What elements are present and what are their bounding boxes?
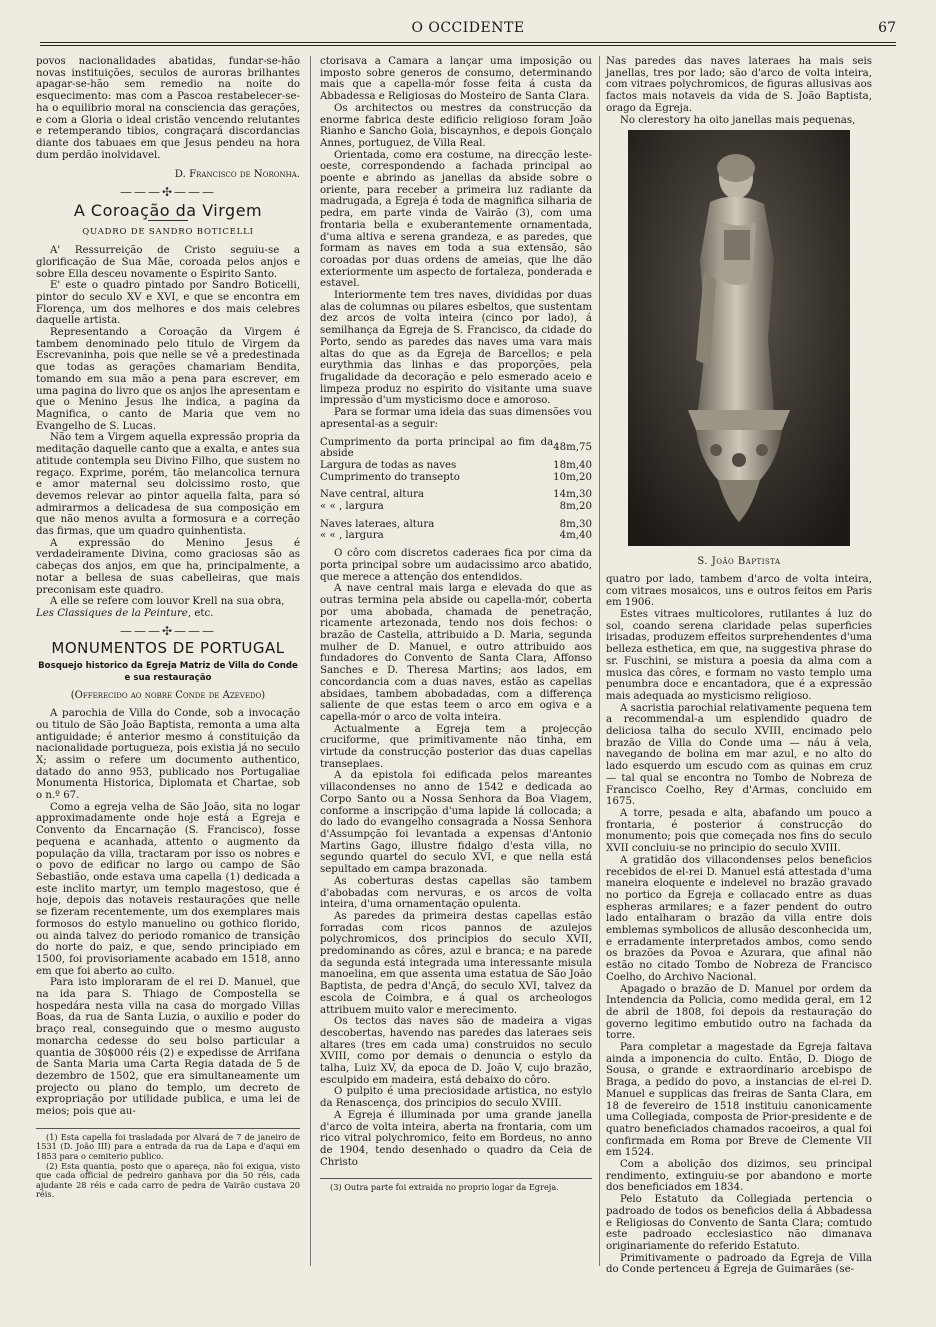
article-paragraph: Representando a Coroação da Virgem é tambem denominado pelo titulo de Virgem da Escrevaninha, pois que nelle se vê a predestinada que todas as gerações chamariam Bendita, tomando em sua mão a pena para escrever, em uma pagina do livro que os anjos lhe apresentam e que o Menino Jesus lhe indica, a pagina da Magnifica, o canto de Maria que vem no Evangelho de S. Lucas. — [36, 327, 300, 432]
dimension-value: 4m,40 — [559, 530, 592, 542]
article-paragraph: A nave central mais larga e elevada do que as outras termina pela abside ou capella-mór, coberta por uma abobada, chamada de penetração, ricamente artezonada, tendo nos dois fechos: o brazão de Castella, attribuido a D. Maria, segunda mulher de D. Manuel, e outro attribuido aos fundadores do Convento de Santa Clara, Affonso Sanches e D. Theresa Martins; aos lados, em concordancia com a duas naves, estão as capellas absidaes, tambem abobadadas, com a differença saliente de que estas teem o arco em ogiva e a capella-mór o arco de volta inteira. — [320, 583, 592, 723]
section-title: MONUMENTOS DE PORTUGAL — [51, 639, 285, 658]
intro-paragraph: povos nacionalidades abatidas, fundar-se-hão novas instituições, seculos de auroras brilhantes apagar-se-hão sem remedio na noite do esquecimento: mas com a Pascoa restabelecer-se-ha o equilibrio moral na consciencia das gerações, e com a Gloria o ideal cristão vencendo relutantes e retemperando tibios, congraçará discordancias diante dos tabuaes em que Jesus pendeu na hora dum perdão inolvidavel. — [36, 56, 300, 161]
dimension-label: « « , largura — [320, 530, 384, 542]
footnote: (3) Outra parte foi extraida no proprio logar da Egreja. — [330, 1182, 559, 1193]
article-paragraph: A gratidão dos villacondenses pelos beneficios recebidos de el-rei D. Manuel está attestada d'uma maneira eloquente e indelevel no brazão gravado no portico da Egreja e collacado entre as duas espheras armilares; e a fazer pendent do outro lado entalharam o brazão da villa entre dois emblemas symbolicos de allusão desconhecida um, e erradamente interpretados ambos, como sendo os brazões da Povoa e Azurara, que afinal não estão no citado Tombo de Nobreza de Francisco Coelho, do Archivo Nacional. — [606, 854, 872, 983]
article-paragraph: E' este o quadro pintado por Sandro Boticelli, pintor do seculo XV e XVI, e que se encontra em Florença, um dos melhores e dos mais celebres daquelle artista. — [36, 280, 300, 327]
article-paragraph: A da epistola foi edificada pelos mareantes villacondenses no anno de 1542 e dedicada ao Corpo Santo ou a Nossa Senhora da Boa Viagem, conforme a inscripção d'uma lapide lá collocada; a do lado do evangelho consagrada a Nossa Senhora d'Assumpção foi levantada a expensas d'Antonio Martins Gago, illustre fidalgo d'esta villa, no segundo quartel do seculo XVI, e que nella está sepultado em campa brazonada. — [320, 770, 592, 876]
table-row — [320, 501, 592, 513]
dimension-label: Cumprimento do transepto — [320, 471, 460, 483]
article-paragraph: As coberturas destas capellas são tambem d'abobadas com nervuras, e os arcos de volta inteira, d'uma ornamentação opulenta. — [320, 875, 592, 911]
section-paragraph: Para isto imploraram de el rei D. Manuel, que na ida para S. Thiago de Compostella se hospedára nesta villa na casa do morgado Villas Boas, da rua de Santa Luzia, o auxilio e poder do braço real, conseguindo que o mesmo augusto monarcha cedesse do seu bolso particular a quantia de 30$000 réis (2) e expedisse de Arrifana de Santa Maria uma Carta Regia datada de 5 de dezembro de 1502, que era simultaneamente um projecto ou plano do templo, um decreto de expropriação por utilidade publica, e uma lei de meios; pois que au- — [36, 977, 300, 1118]
article-paragraph: O pulpito é uma preciosidade artistica, no estylo da Renascença, dos principios do seculo XVIII. — [320, 1086, 592, 1110]
article-paragraph: A sacristia parochial relativamente pequena tem a recommendal-a um esplendido quadro de deliciosa talha do seculo XVIII, encimado pelo brazão de Villa do Conde uma — náu á vela, navegando de bolina em mar azul, e no alto do lado esquerdo um escudo com as quinas em cruz — tal qual se encontra no Tombo de Nobreza de Francisco Coelho, Rey d'Armas, concluido em 1675. — [606, 702, 872, 808]
column-1 — [36, 56, 300, 1200]
column-divider — [599, 56, 600, 1266]
book-title: Les Classiques de la Peinture — [36, 607, 188, 619]
article-paragraph: A elle se refere com louvor Krell na sua obra, — [50, 596, 285, 608]
table-row — [320, 489, 592, 501]
column-3 — [606, 56, 872, 1276]
article-paragraph: Apagado o brazão de D. Manuel por ordem da Intendencia da Policia, como medida geral, em 12 de abril de 1808, foi depois da restauração do governo legitimo embutido outro na fachada da torre. — [606, 983, 872, 1042]
page-header — [40, 18, 896, 43]
author-signature: D. Francisco de Noronha. — [174, 169, 300, 181]
statue-illustration — [628, 130, 850, 546]
dimension-label: Cumprimento da porta principal ao fim da abside — [320, 436, 554, 460]
figure-caption: S. João Baptista — [697, 556, 781, 568]
article-paragraph: A expressão do Menino Jesus é verdadeiramente Divina, como graciosas são as cabeças dos anjos, em que ha, principalmente, a notar a bellesa de suas cabelleiras, que mais preconisam este quadro. — [36, 537, 300, 596]
article-paragraph: Os architectos ou mestres da construcção da enorme fabrica deste edificio religioso foram João Rianho e Sancho Goia, biscaynhos, e depois Gonçalo Annes, portuguez, de Villa Real. — [320, 102, 592, 149]
dimension-value: 18m,40 — [553, 459, 592, 471]
reference-tail: , etc. — [187, 607, 214, 619]
dimension-value: 8m,30 — [559, 518, 592, 530]
article-paragraph: Para se formar uma ideia das suas dimensões vou apresental-as a seguir: — [320, 407, 592, 430]
article-paragraph: Actualmente a Egreja tem a projecção cruciforme, que primitivamente não tinha, em virtude da construcção posterior das duas capellas transeplaes. — [320, 723, 592, 770]
article-paragraph: A' Ressurreição de Cristo seguiu-se a glorificação de Sua Mãe, coroada pelos anjos e sobre Ella desceu novamente o Espirito Santo. — [36, 245, 300, 280]
article-subtitle: QUADRO DE SANDRO BOTICELLI — [82, 227, 254, 238]
dimension-value: 8m,20 — [559, 501, 592, 513]
article-paragraph: No clerestory ha oito janellas mais pequenas, — [620, 114, 856, 126]
footnotes — [320, 1178, 592, 1193]
table-row — [320, 460, 592, 472]
column-2 — [320, 56, 592, 1193]
article-paragraph: O côro com discretos caderaes fica por cima da porta principal sobre um audacissimo arco abatido, que merece a attenção dos entendidos. — [320, 548, 592, 583]
header-rule — [40, 45, 896, 46]
section-subhead: Bosquejo historico da Egreja Matriz de Villa do Conde e sua restauração — [38, 661, 298, 683]
article-paragraph: As paredes da primeira destas capellas estão forradas com ricos pannos de azulejos polychromicos, dos principios do seculo XVII, predominando as côres, azul e branca; e na parede da segunda está integrada uma interessante misula manoelina, em que assenta uma estatua de São João Baptista, de pedra d'Ançã, do seculo XVI, talvez da escola de Coimbra, e á qual os archeologos attribuem muito valor e merecimento. — [320, 910, 592, 1016]
section-paragraph: A parochia de Villa do Conde, sob a invocação ou titulo de São João Baptista, remonta a uma alta antiguidade; é anterior mesmo á constituição da nacionalidade portugueza, pois existia já no seculo X; assim o refere um documento authentico, datado do anno 953, publicado nos Portugaliae Monumenta Historica, Diplomata et Chartae, sob o n.º 67. — [36, 708, 300, 802]
dimension-label: Naves lateraes, altura — [320, 518, 435, 530]
article-title: A Coroação da Virgem — [73, 200, 263, 220]
figure — [606, 130, 872, 568]
dimension-label: Largura de todas as naves — [320, 459, 457, 471]
dimension-value: 48m,75 — [553, 442, 592, 454]
table-row — [320, 519, 592, 531]
article-paragraph: Para completar a magestade da Egreja faltava ainda a imponencia do culto. Então, D. Diogo de Sousa, o grande e extraordinario arcebispo de Braga, a pedido do povo, a instancias de el-rei D. Manuel e supplicas das freiras de Santa Clara, em 18 de fevereiro de 1518 instituiu canonicamente uma Collegiada, composta de Prior-presidente e de quatro beneficiados chamados racoeiros, a qual foi confirmada em Roma por Breve de Clemente VII em 1524. — [606, 1042, 872, 1159]
article-reference — [36, 608, 300, 620]
article-paragraph: Estes vitraes multicolores, rutilantes á luz do sol, coando serena claridade pelas superficies irisadas, produzem effeitos surprehendentes d'uma belleza esthetica, em que, na suggestiva phrase do sr. Fuschini, se mistura a poesia da alma com a musica das côres, e formam no vasto templo uma penumbra doce e encantadora, que é a expressão mais adequada ao mysticismo religioso. — [606, 609, 872, 702]
ornament-divider: ———✣——— — [119, 185, 217, 200]
footnote: (2) Esta quantia, posto que o apareça, não foi exigua, visto que cada official de pedreiro ganhava por dia 50 réis, cada ajudante 28 réis e cada carro de pedra de Vairão custava 20 réis. — [36, 1160, 300, 1200]
dimensions-table — [320, 437, 592, 543]
article-paragraph: ctorisava a Camara a lançar uma imposição ou imposto sobre generos de consumo, determinando mais que a capella-mór fosse feita á custa da Abbadessa e Religiosas do Mosteiro de Santa Clara. — [320, 56, 592, 103]
table-row — [320, 437, 592, 460]
publication-title: O OCCIDENTE — [411, 20, 525, 36]
article-paragraph: A Egreja é illuminada por uma grande janella d'arco de volta inteira, aberta na frontaria, com um rico vitral polychromico, feito em Bordeus, no anno de 1904, tendo desenhado o quadro da Ceia de Christo — [320, 1109, 592, 1168]
dimension-value: 14m,30 — [553, 489, 592, 501]
dimension-label: « « , largura — [320, 501, 384, 513]
dedication: (Offerecido ao nobre Conde de Azevedo) — [70, 690, 266, 702]
title-rule — [148, 220, 188, 221]
article-paragraph: A torre, pesada e alta, abafando um pouco a frontaria, é posterior á construcção do monumento; pois que começada nos fins do seculo XVII concluiu-se no principio do seculo XVIII. — [606, 807, 872, 855]
article-paragraph: quatro por lado, tambem d'arco de volta inteira, com vitraes mosaicos, uns e outros feitos em Paris em 1906. — [606, 573, 872, 609]
section-paragraph: Como a egreja velha de São João, sita no logar approximadamente onde hoje está a Egreja e Convento da Encarnação (S. Francisco), fosse pequena e acanhada, attento o augmento da população da villa, tractaram por isso os nobres e o povo de edificar no largo ou campo de São Sebastião, onde estava uma capella (1) dedicada a este inclito martyr, um templo magestoso, que é hoje, depois das notaveis restaurações que nelle se fizeram recentemente, um dos exemplares mais formosos do estylo manuelino ou gothico florido, ou ainda talvez do periodo romanico de transição do norte do paiz, e que, sendo principiado em 1500, foi provisoriamente acabado em 1518, anno em que foi aberto ao culto. — [36, 801, 300, 977]
footnote: (1) Esta capella foi trasladada por Alvará de 7 de janeiro de 1531 (D. João III) para a entrada da rua da Lapa e d'aqui em 1853 para o cemiterio publico. — [36, 1131, 300, 1161]
dimension-value: 10m,20 — [553, 471, 592, 483]
statue-photo — [628, 130, 850, 546]
ornament-divider: ———✣——— — [119, 623, 217, 638]
table-row — [320, 472, 592, 484]
table-row — [320, 530, 592, 542]
article-paragraph: Orientada, como era costume, na direcção leste-oeste, correspondendo a fachada principal ao poente e abrindo as janellas da abside sobre o oriente, para receber a primeira luz radiante da madrugada, a Egreja é toda de magnifica silharia de pedra, em parte vinda de Vairão (3), com uma frontaria bella e exuberantemente ornamentada, d'uma altiva e serena grandeza, e as paredes, que formam as naves em toda a sua extensão, são coroadas por duas ordens de ameias, que lhe dão exteriormente um aspecto de fortaleza, ponderada e estavel. — [320, 149, 592, 290]
dimension-label: Nave central, altura — [320, 489, 425, 501]
article-paragraph: Primitivamente o padroado da Egreja de Villa do Conde pertenceu á Egreja de Guimarães (se- — [606, 1252, 872, 1276]
article-paragraph: Interiormente tem tres naves, divididas por duas alas de columnas ou pilares esbeltos, que sustentam dez arcos de volta inteira (cinco por lado), á semilhança da Egreja de S. Francisco, da cidade do Porto, sendo as paredes das naves uma vara mais altas do que as da Egreja de Barcellos; e pela eurythmia das linhas e das proporções, pela frugalidade da decoração e pelo esmerado aceio e limpeza produz no espirito do visitante uma suave impressão d'um mysticismo doce e amoroso. — [320, 290, 592, 407]
article-paragraph: Com a abolição dos dizimos, seu principal rendimento, extinguiu-se por abandono e morte dos beneficiados em 1834. — [606, 1159, 872, 1194]
article-paragraph: Pelo Estatuto da Collegiada pertencia o padroado de todos os beneficios della á Abbadessa e Religiosas do Convento de Santa Clara; comtudo este padroado ecclesiastico não dimanava originariamente do referido Estatuto. — [606, 1194, 872, 1252]
article-paragraph: Não tem a Virgem aquella expressão propria da meditação daquelle canto que a exalta, e antes sua atitude contempla seu Divino Filho, que sustem no regaço. Exprime, porém, tão melancolica ternura e amor maternal seu dolcissimo rosto, que devemos relevar ao pintor aquella falta, para só admirarmos a delicadesa de sua composição em que não menos avulta a formosura e a correção das firmas, que um quadro quinhentista. — [36, 432, 300, 538]
page-number: 67 — [878, 20, 896, 36]
article-paragraph: Nas paredes das naves lateraes ha mais seis janellas, tres por lado; são d'arco de volta inteira, com vitraes polychromicos, de figuras allusivas aos factos mais notaveis da vida de S. João Baptista, orago da Egreja. — [606, 56, 872, 114]
article-paragraph: Os tectos das naves são de madeira a vigas descobertas, havendo nas paredes das lateraes seis altares (tres em cada uma) construidos no seculo XVIII, como por demais o denuncia o estylo da talha, Luiz XV, da epoca de D. João V, cujo brazão, esculpido em madeira, está debaixo do côro. — [320, 1016, 592, 1086]
column-divider — [310, 56, 311, 1266]
footnotes — [36, 1128, 300, 1200]
